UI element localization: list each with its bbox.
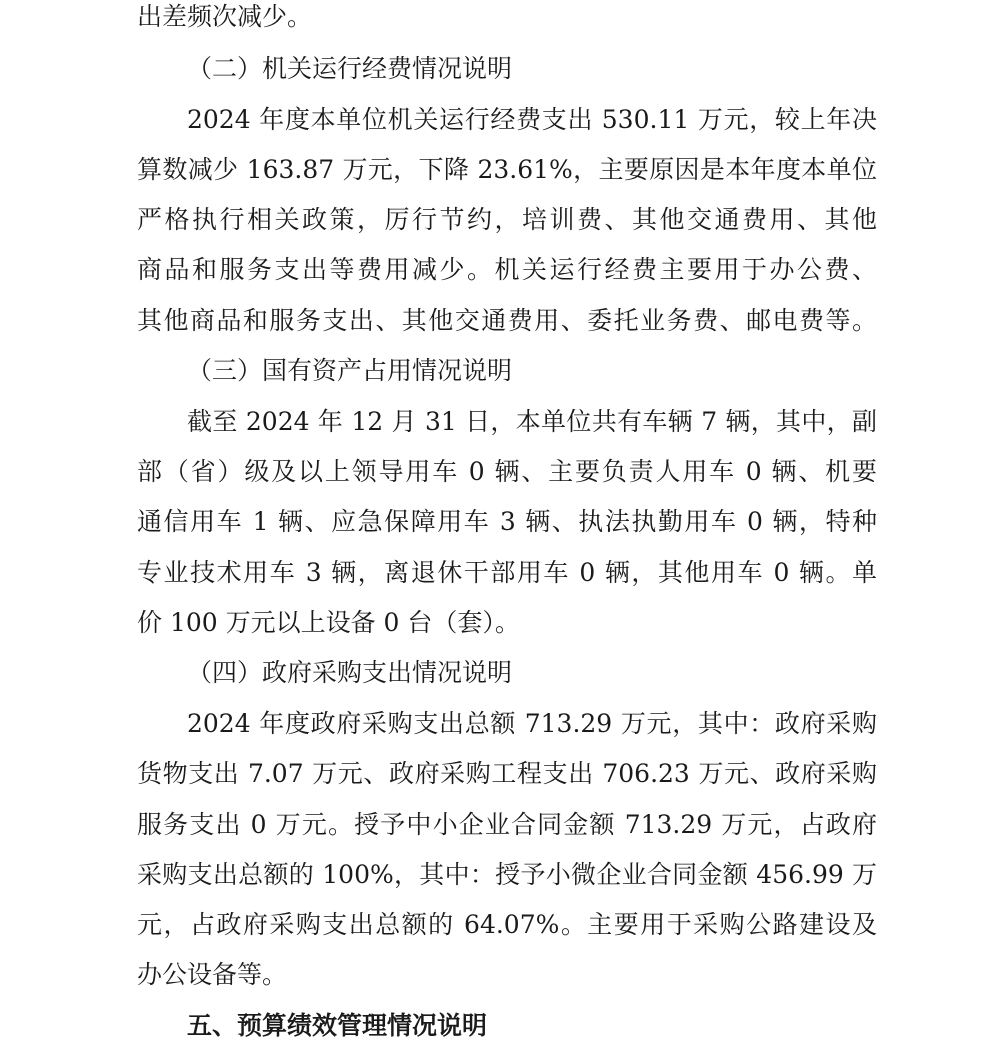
section-heading-operating-funds: （二）机关运行经费情况说明 xyxy=(187,54,513,83)
paragraph-line: 元，占政府采购支出总额的 64.07%。主要用于采购公路建设及 xyxy=(137,910,877,939)
section-heading-state-assets: （三）国有资产占用情况说明 xyxy=(187,356,513,385)
paragraph-line: 价 100 万元以上设备 0 台（套）。 xyxy=(137,608,520,637)
section-heading-government-procurement: （四）政府采购支出情况说明 xyxy=(187,658,513,687)
paragraph-line: 专业技术用车 3 辆，离退休干部用车 0 辆，其他用车 0 辆。单 xyxy=(137,558,877,587)
paragraph-line: 货物支出 7.07 万元、政府采购工程支出 706.23 万元、政府采购 xyxy=(137,759,877,788)
paragraph-line: 通信用车 1 辆、应急保障用车 3 辆、执法执勤用车 0 辆，特种 xyxy=(137,507,877,536)
paragraph-line: 2024 年度政府采购支出总额 713.29 万元，其中：政府采购 xyxy=(187,709,877,738)
paragraph-line: 算数减少 163.87 万元，下降 23.61%，主要原因是本年度本单位 xyxy=(137,155,877,184)
paragraph-line: 截至 2024 年 12 月 31 日，本单位共有车辆 7 辆，其中，副 xyxy=(187,407,877,436)
paragraph-line: 采购支出总额的 100%，其中：授予小微企业合同金额 456.99 万 xyxy=(137,860,877,889)
section-heading-performance-management: 五、预算绩效管理情况说明 xyxy=(187,1011,488,1040)
paragraph-line: 其他商品和服务支出、其他交通费用、委托业务费、邮电费等。 xyxy=(137,306,877,335)
paragraph-line: 出差频次减少。 xyxy=(137,2,313,31)
paragraph-line: 严格执行相关政策，厉行节约，培训费、其他交通费用、其他 xyxy=(137,205,877,234)
paragraph-line: 部（省）级及以上领导用车 0 辆、主要负责人用车 0 辆、机要 xyxy=(137,457,877,486)
paragraph-line: 服务支出 0 万元。授予中小企业合同金额 713.29 万元，占政府 xyxy=(137,810,877,839)
paragraph-line: 商品和服务支出等费用减少。机关运行经费主要用于办公费、 xyxy=(137,255,877,284)
paragraph-line: 办公设备等。 xyxy=(137,960,288,989)
paragraph-line: 2024 年度本单位机关运行经费支出 530.11 万元，较上年决 xyxy=(187,105,877,134)
